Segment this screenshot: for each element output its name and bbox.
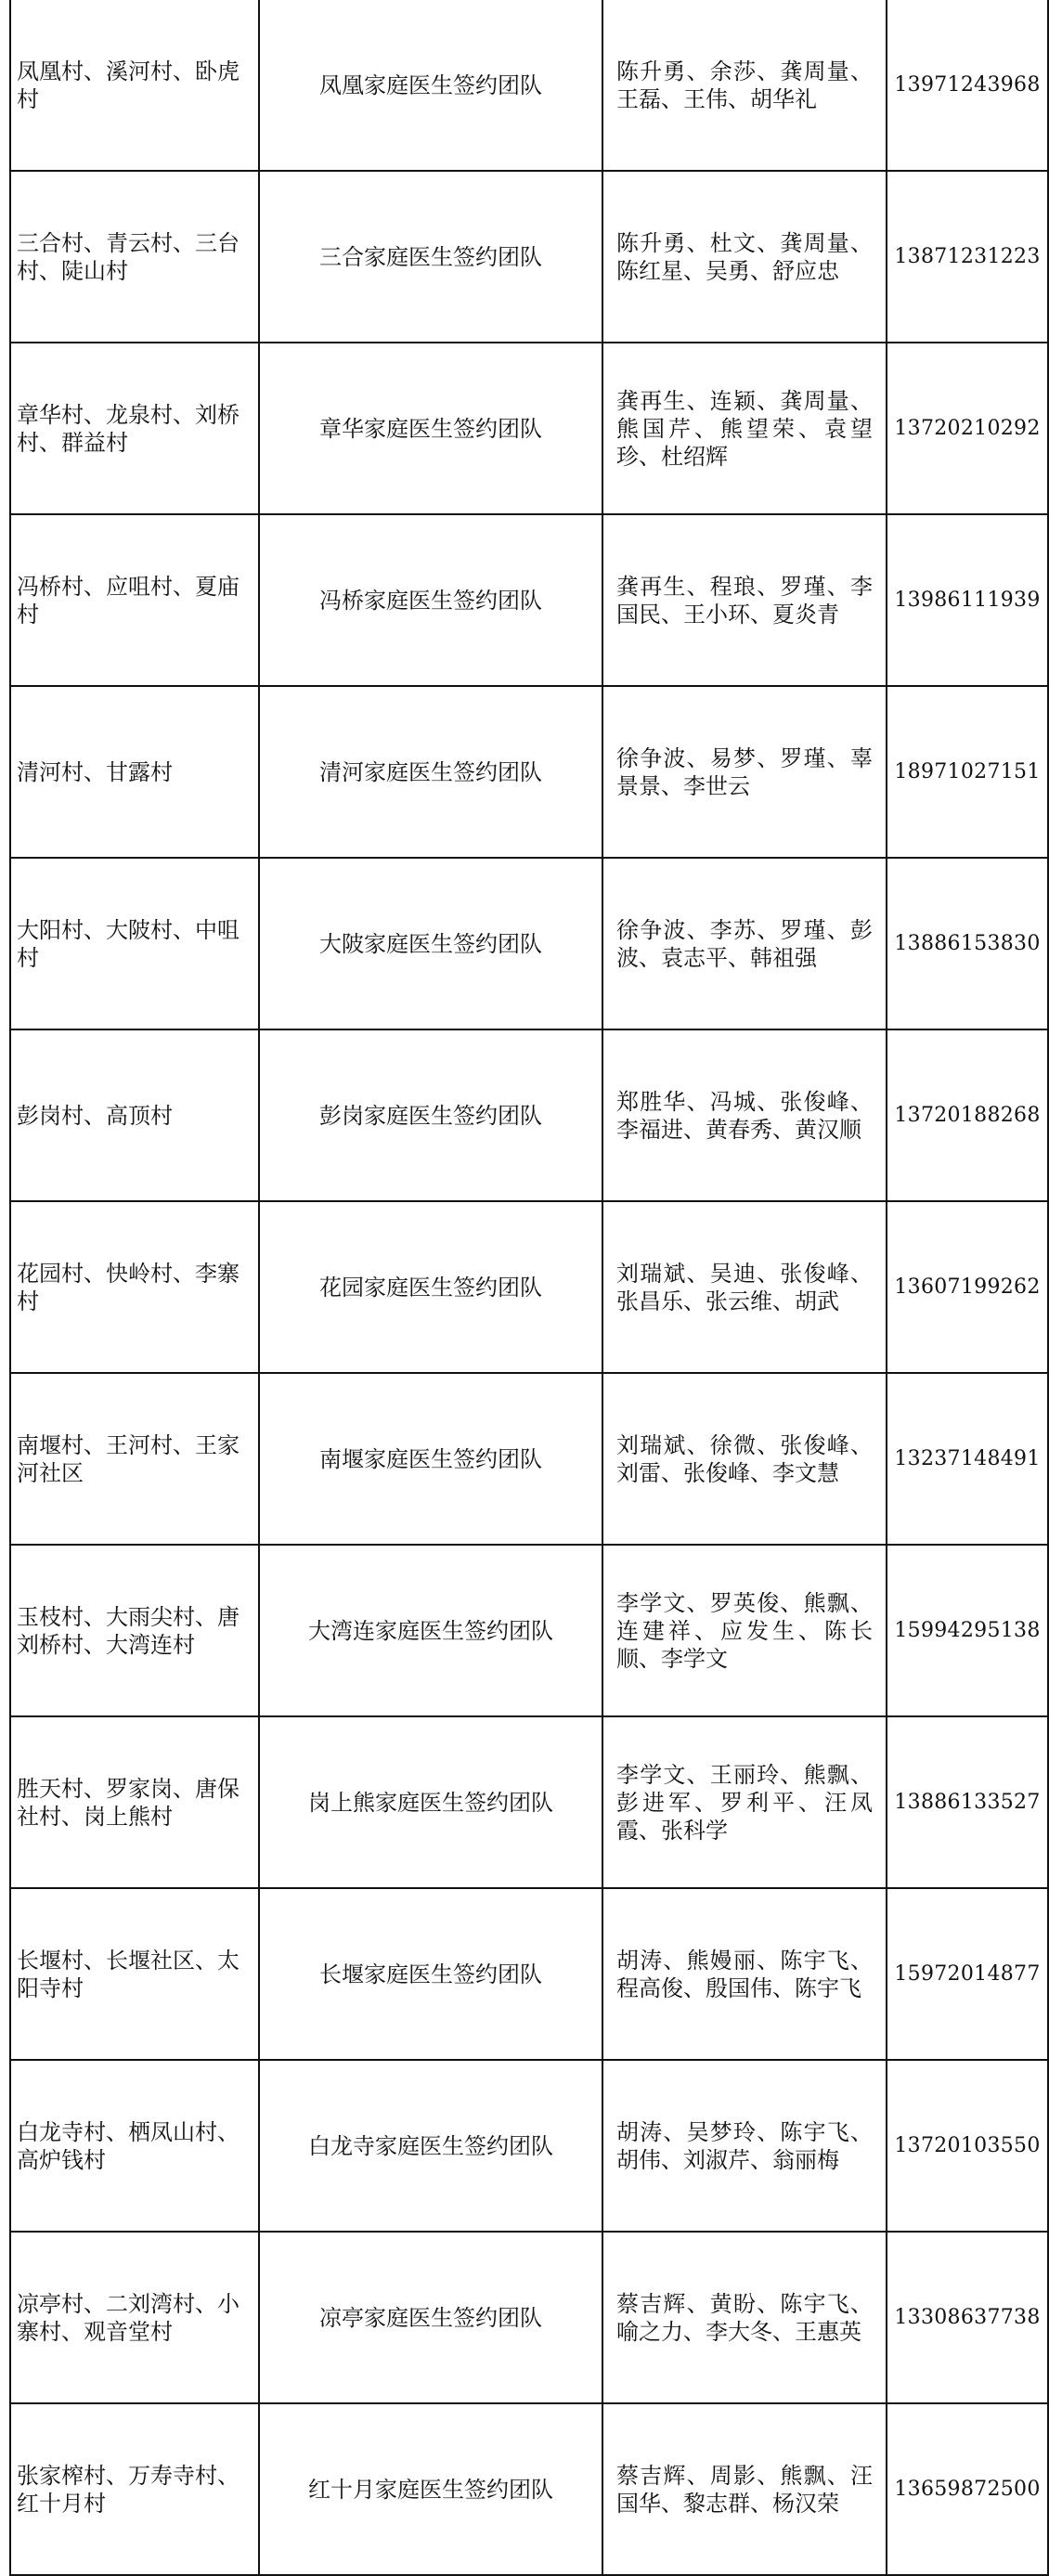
team-name-cell: 章华家庭医生签约团队 [259, 343, 602, 514]
phone-cell: 13720103550 [887, 2060, 1048, 2232]
table-row [10, 686, 1048, 858]
team-members-cell: 刘瑞斌、徐微、张俊峰、刘雷、张俊峰、李文慧 [602, 1373, 887, 1545]
team-name-cell: 大湾连家庭医生签约团队 [259, 1545, 602, 1716]
team-members-cell: 龚再生、连颖、龚周量、熊国芹、熊望荣、袁望珍、杜绍辉 [602, 343, 887, 514]
table-row [10, 2232, 1048, 2403]
village-cell: 张家榨村、万寿寺村、红十月村 [10, 2403, 259, 2575]
table-row [10, 514, 1048, 686]
village-cell: 章华村、龙泉村、刘桥村、群益村 [10, 343, 259, 514]
team-members-cell: 李学文、罗英俊、熊飘、连建祥、应发生、陈长顺、李学文 [602, 1545, 887, 1716]
village-cell: 花园村、快岭村、李寨村 [10, 1201, 259, 1373]
table-row [10, 2060, 1048, 2232]
team-members-cell: 刘瑞斌、吴迪、张俊峰、张昌乐、张云维、胡武 [602, 1201, 887, 1373]
phone-cell: 13720210292 [887, 343, 1048, 514]
team-name-cell: 白龙寺家庭医生签约团队 [259, 2060, 602, 2232]
team-members-cell: 李学文、王丽玲、熊飘、彭进军、罗利平、汪凤霞、张科学 [602, 1716, 887, 1888]
team-name-cell: 清河家庭医生签约团队 [259, 686, 602, 858]
table-body [10, 0, 1048, 2575]
team-name-cell: 大陂家庭医生签约团队 [259, 858, 602, 1029]
team-name-cell: 冯桥家庭医生签约团队 [259, 514, 602, 686]
phone-cell: 13886133527 [887, 1716, 1048, 1888]
team-name-cell: 南堰家庭医生签约团队 [259, 1373, 602, 1545]
team-members-cell: 蔡吉辉、黄盼、陈宇飞、喻之力、李大冬、王惠英 [602, 2232, 887, 2403]
table-row [10, 0, 1048, 171]
village-cell: 三合村、青云村、三台村、陡山村 [10, 171, 259, 343]
team-name-cell: 岗上熊家庭医生签约团队 [259, 1716, 602, 1888]
team-name-cell: 彭岗家庭医生签约团队 [259, 1029, 602, 1201]
team-name-cell: 凤凰家庭医生签约团队 [259, 0, 602, 171]
phone-cell: 15994295138 [887, 1545, 1048, 1716]
table-row [10, 343, 1048, 514]
table-row [10, 858, 1048, 1029]
team-name-cell: 长堰家庭医生签约团队 [259, 1888, 602, 2060]
phone-cell: 13971243968 [887, 0, 1048, 171]
village-cell: 长堰村、长堰社区、太阳寺村 [10, 1888, 259, 2060]
team-members-cell: 徐争波、易梦、罗瑾、辜景景、李世云 [602, 686, 887, 858]
team-members-cell: 徐争波、李苏、罗瑾、彭波、袁志平、韩祖强 [602, 858, 887, 1029]
phone-cell: 13886153830 [887, 858, 1048, 1029]
phone-cell: 13607199262 [887, 1201, 1048, 1373]
phone-cell: 13871231223 [887, 171, 1048, 343]
table-row [10, 171, 1048, 343]
table-row [10, 1545, 1048, 1716]
team-members-cell: 胡涛、熊嫚丽、陈宇飞、程高俊、殷国伟、陈宇飞 [602, 1888, 887, 2060]
signing-team-table [9, 0, 1049, 2576]
village-cell: 玉枝村、大雨尖村、唐刘桥村、大湾连村 [10, 1545, 259, 1716]
team-members-cell: 郑胜华、冯城、张俊峰、李福进、黄春秀、黄汉顺 [602, 1029, 887, 1201]
team-members-cell: 胡涛、吴梦玲、陈宇飞、胡伟、刘淑芹、翁丽梅 [602, 2060, 887, 2232]
village-cell: 大阳村、大陂村、中咀村 [10, 858, 259, 1029]
phone-cell: 13308637738 [887, 2232, 1048, 2403]
team-name-cell: 三合家庭医生签约团队 [259, 171, 602, 343]
village-cell: 清河村、甘露村 [10, 686, 259, 858]
table-row [10, 1029, 1048, 1201]
village-cell: 彭岗村、高顶村 [10, 1029, 259, 1201]
village-cell: 冯桥村、应咀村、夏庙村 [10, 514, 259, 686]
team-members-cell: 龚再生、程琅、罗瑾、李国民、王小环、夏炎青 [602, 514, 887, 686]
phone-cell: 13720188268 [887, 1029, 1048, 1201]
table-row [10, 2403, 1048, 2575]
table-row [10, 1888, 1048, 2060]
table-row [10, 1373, 1048, 1545]
team-members-cell: 蔡吉辉、周影、熊飘、汪国华、黎志群、杨汉荣 [602, 2403, 887, 2575]
village-cell: 白龙寺村、栖凤山村、高炉钱村 [10, 2060, 259, 2232]
team-members-cell: 陈升勇、余莎、龚周量、王磊、王伟、胡华礼 [602, 0, 887, 171]
team-members-cell: 陈升勇、杜文、龚周量、陈红星、吴勇、舒应忠 [602, 171, 887, 343]
table-row [10, 1716, 1048, 1888]
village-cell: 胜天村、罗家岗、唐保社村、岗上熊村 [10, 1716, 259, 1888]
team-name-cell: 花园家庭医生签约团队 [259, 1201, 602, 1373]
village-cell: 凤凰村、溪河村、卧虎村 [10, 0, 259, 171]
phone-cell: 15972014877 [887, 1888, 1048, 2060]
team-name-cell: 凉亭家庭医生签约团队 [259, 2232, 602, 2403]
table-row [10, 1201, 1048, 1373]
village-cell: 凉亭村、二刘湾村、小寨村、观音堂村 [10, 2232, 259, 2403]
phone-cell: 18971027151 [887, 686, 1048, 858]
team-name-cell: 红十月家庭医生签约团队 [259, 2403, 602, 2575]
village-cell: 南堰村、王河村、王家河社区 [10, 1373, 259, 1545]
phone-cell: 13659872500 [887, 2403, 1048, 2575]
phone-cell: 13986111939 [887, 514, 1048, 686]
phone-cell: 13237148491 [887, 1373, 1048, 1545]
